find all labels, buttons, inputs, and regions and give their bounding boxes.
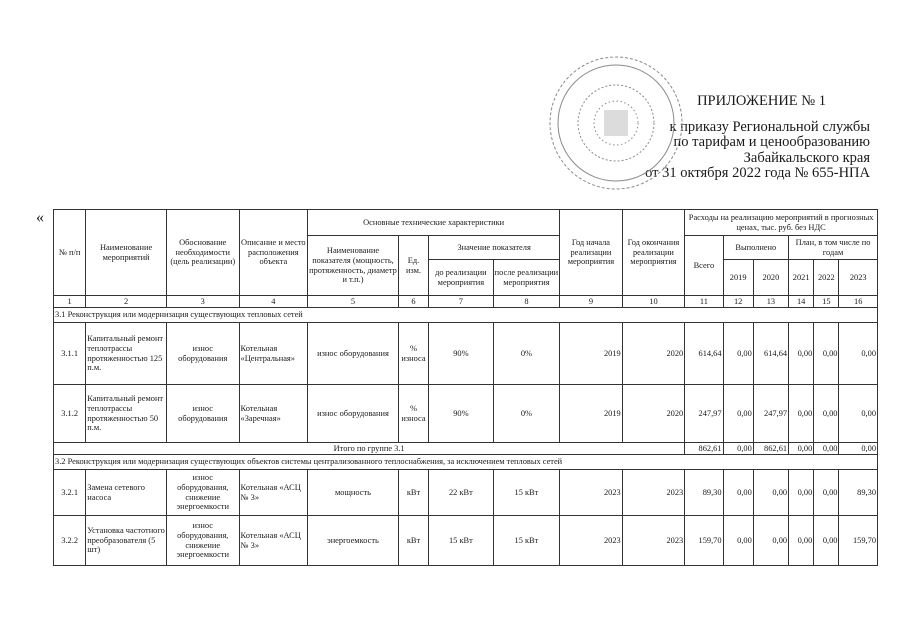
end-year-cell: 2020 [622, 323, 685, 385]
column-number-cell: 4 [239, 296, 308, 308]
subtotal-2020: 862,61 [753, 443, 788, 455]
end-year-cell: 2020 [622, 385, 685, 443]
section-row [54, 308, 878, 323]
cost-2020-cell: 0,00 [753, 516, 788, 566]
column-number-cell: 2 [86, 296, 167, 308]
cost-2019-cell: 0,00 [723, 385, 753, 443]
unit-cell: кВт [398, 470, 428, 516]
location-cell: Котельная «АСЦ № 3» [239, 516, 308, 566]
value-before-cell: 90% [429, 323, 494, 385]
row-number-cell: 3.2.1 [54, 470, 86, 516]
start-year-cell: 2023 [560, 516, 623, 566]
indicator-name-cell: износ оборудования [308, 323, 399, 385]
column-number-cell: 16 [839, 296, 878, 308]
column-number-cell: 1 [54, 296, 86, 308]
indicator-name-cell: износ оборудования [308, 385, 399, 443]
col-unit-header: Ед. изм. [398, 236, 428, 296]
column-number-cell: 6 [398, 296, 428, 308]
cost-2022-cell: 0,00 [814, 323, 839, 385]
table-head [54, 210, 878, 296]
unit-cell: % износа [398, 323, 428, 385]
measure-name-cell: Замена сетевого насоса [86, 470, 167, 516]
measure-name-cell: Капитальный ремонт теплотрассы протяженностью 50 п.м. [86, 385, 167, 443]
value-after-cell: 0% [493, 323, 560, 385]
col-total-header: Всего [685, 236, 723, 296]
col-num-header: № п/п [54, 210, 86, 296]
value-before-cell: 15 кВт [429, 516, 494, 566]
value-after-cell: 0% [493, 385, 560, 443]
order-line-1: к приказу Региональной службы [669, 118, 870, 135]
cost-2022-cell: 0,00 [814, 470, 839, 516]
row-number-cell: 3.1.1 [54, 323, 86, 385]
tech-group-header: Основные технические характеристики [308, 210, 560, 236]
plan-group-header: План, в том числе по годам [789, 236, 878, 260]
order-line-3: Забайкальского края [743, 149, 870, 166]
table-body [54, 296, 878, 566]
cost-2020-cell: 614,64 [753, 323, 788, 385]
column-number-cell: 14 [789, 296, 814, 308]
col-name-header: Наименование мероприятий [86, 210, 167, 296]
subtotal-2019: 0,00 [723, 443, 753, 455]
row-number-cell: 3.2.2 [54, 516, 86, 566]
column-number-cell: 11 [685, 296, 723, 308]
subtotal-2022: 0,00 [814, 443, 839, 455]
value-after-cell: 15 кВт [493, 470, 560, 516]
column-number-cell: 5 [308, 296, 399, 308]
value-after-cell: 15 кВт [493, 516, 560, 566]
end-year-cell: 2023 [622, 470, 685, 516]
quotation-mark: « [36, 209, 44, 226]
end-year-cell: 2023 [622, 516, 685, 566]
measures-table [53, 209, 878, 566]
column-numbers-row [54, 296, 878, 308]
order-line-4: от 31 октября 2022 года № 655-НПА [645, 165, 870, 181]
unit-cell: кВт [398, 516, 428, 566]
subtotal-row [54, 443, 878, 455]
subtotal-label: Итого по группе 3.1 [54, 443, 685, 455]
cost-2022-cell: 0,00 [814, 385, 839, 443]
cost-2021-cell: 0,00 [789, 323, 814, 385]
col-2021-header: 2021 [789, 260, 814, 296]
column-number-cell: 13 [753, 296, 788, 308]
cost-total-cell: 614,64 [685, 323, 723, 385]
reason-cell: износ оборудования, снижение энергоемкости [166, 516, 239, 566]
col-2022-header: 2022 [814, 260, 839, 296]
cost-2023-cell: 0,00 [839, 385, 878, 443]
col-2020-header: 2020 [753, 260, 788, 296]
section-title: 3.1 Реконструкция или модернизация существующих тепловых сетей [54, 308, 878, 323]
cost-2019-cell: 0,00 [723, 323, 753, 385]
table-row [54, 470, 878, 516]
col-end-header: Год окончания реализации мероприятия [622, 210, 685, 296]
column-number-cell: 10 [622, 296, 685, 308]
col-indicator-header: Наименование показателя (мощность, протяженность, диаметр и т.п.) [308, 236, 399, 296]
order-line-2: по тарифам и ценообразованию [673, 134, 870, 150]
official-seal-stamp [540, 48, 692, 198]
section-row [54, 455, 878, 470]
cost-total-cell: 247,97 [685, 385, 723, 443]
column-number-cell: 12 [723, 296, 753, 308]
start-year-cell: 2023 [560, 470, 623, 516]
location-cell: Котельная «Заречная» [239, 385, 308, 443]
subtotal-2021: 0,00 [789, 443, 814, 455]
value-before-cell: 22 кВт [429, 470, 494, 516]
cost-2023-cell: 89,30 [839, 470, 878, 516]
cost-2019-cell: 0,00 [723, 470, 753, 516]
subtotal-total: 862,61 [685, 443, 723, 455]
table-row [54, 323, 878, 385]
measure-name-cell: Капитальный ремонт теплотрассы протяженностью 125 п.м. [86, 323, 167, 385]
column-number-cell: 8 [493, 296, 560, 308]
start-year-cell: 2019 [560, 385, 623, 443]
table-row [54, 516, 878, 566]
col-before-header: до реализации мероприятия [429, 260, 494, 296]
reason-cell: износ оборудования [166, 323, 239, 385]
indicator-name-cell: мощность [308, 470, 399, 516]
costs-group-header: Расходы на реализацию мероприятий в прогнозных ценах, тыс. руб. без НДС [685, 210, 878, 236]
table-row [54, 385, 878, 443]
indicator-name-cell: энергоемкость [308, 516, 399, 566]
cost-2019-cell: 0,00 [723, 516, 753, 566]
measure-name-cell: Установка частотного преобразователя (5 шт) [86, 516, 167, 566]
cost-2020-cell: 247,97 [753, 385, 788, 443]
start-year-cell: 2019 [560, 323, 623, 385]
cost-2021-cell: 0,00 [789, 470, 814, 516]
location-cell: Котельная «АСЦ № 3» [239, 470, 308, 516]
value-before-cell: 90% [429, 385, 494, 443]
col-2023-header: 2023 [839, 260, 878, 296]
col-start-header: Год начала реализации мероприятия [560, 210, 623, 296]
cost-2021-cell: 0,00 [789, 385, 814, 443]
subtotal-2023: 0,00 [839, 443, 878, 455]
row-number-cell: 3.1.2 [54, 385, 86, 443]
value-group-header: Значение показателя [429, 236, 560, 260]
unit-cell: % износа [398, 385, 428, 443]
cost-2023-cell: 0,00 [839, 323, 878, 385]
col-place-header: Описание и место расположения объекта [239, 210, 308, 296]
cost-2021-cell: 0,00 [789, 516, 814, 566]
appendix-title: ПРИЛОЖЕНИЕ № 1 [697, 93, 826, 109]
location-cell: Котельная «Центральная» [239, 323, 308, 385]
cost-total-cell: 159,70 [685, 516, 723, 566]
reason-cell: износ оборудования, снижение энергоемкости [166, 470, 239, 516]
cost-2020-cell: 0,00 [753, 470, 788, 516]
column-number-cell: 9 [560, 296, 623, 308]
col-2019-header: 2019 [723, 260, 753, 296]
done-group-header: Выполнено [723, 236, 789, 260]
column-number-cell: 15 [814, 296, 839, 308]
cost-2022-cell: 0,00 [814, 516, 839, 566]
col-reason-header: Обоснование необходимости (цель реализации) [166, 210, 239, 296]
cost-2023-cell: 159,70 [839, 516, 878, 566]
section-title: 3.2 Реконструкция или модернизация существующих объектов системы централизованного теплоснабжения, за исключением тепловых сетей [54, 455, 878, 470]
column-number-cell: 3 [166, 296, 239, 308]
reason-cell: износ оборудования [166, 385, 239, 443]
col-after-header: после реализации мероприятия [493, 260, 560, 296]
cost-total-cell: 89,30 [685, 470, 723, 516]
column-number-cell: 7 [429, 296, 494, 308]
